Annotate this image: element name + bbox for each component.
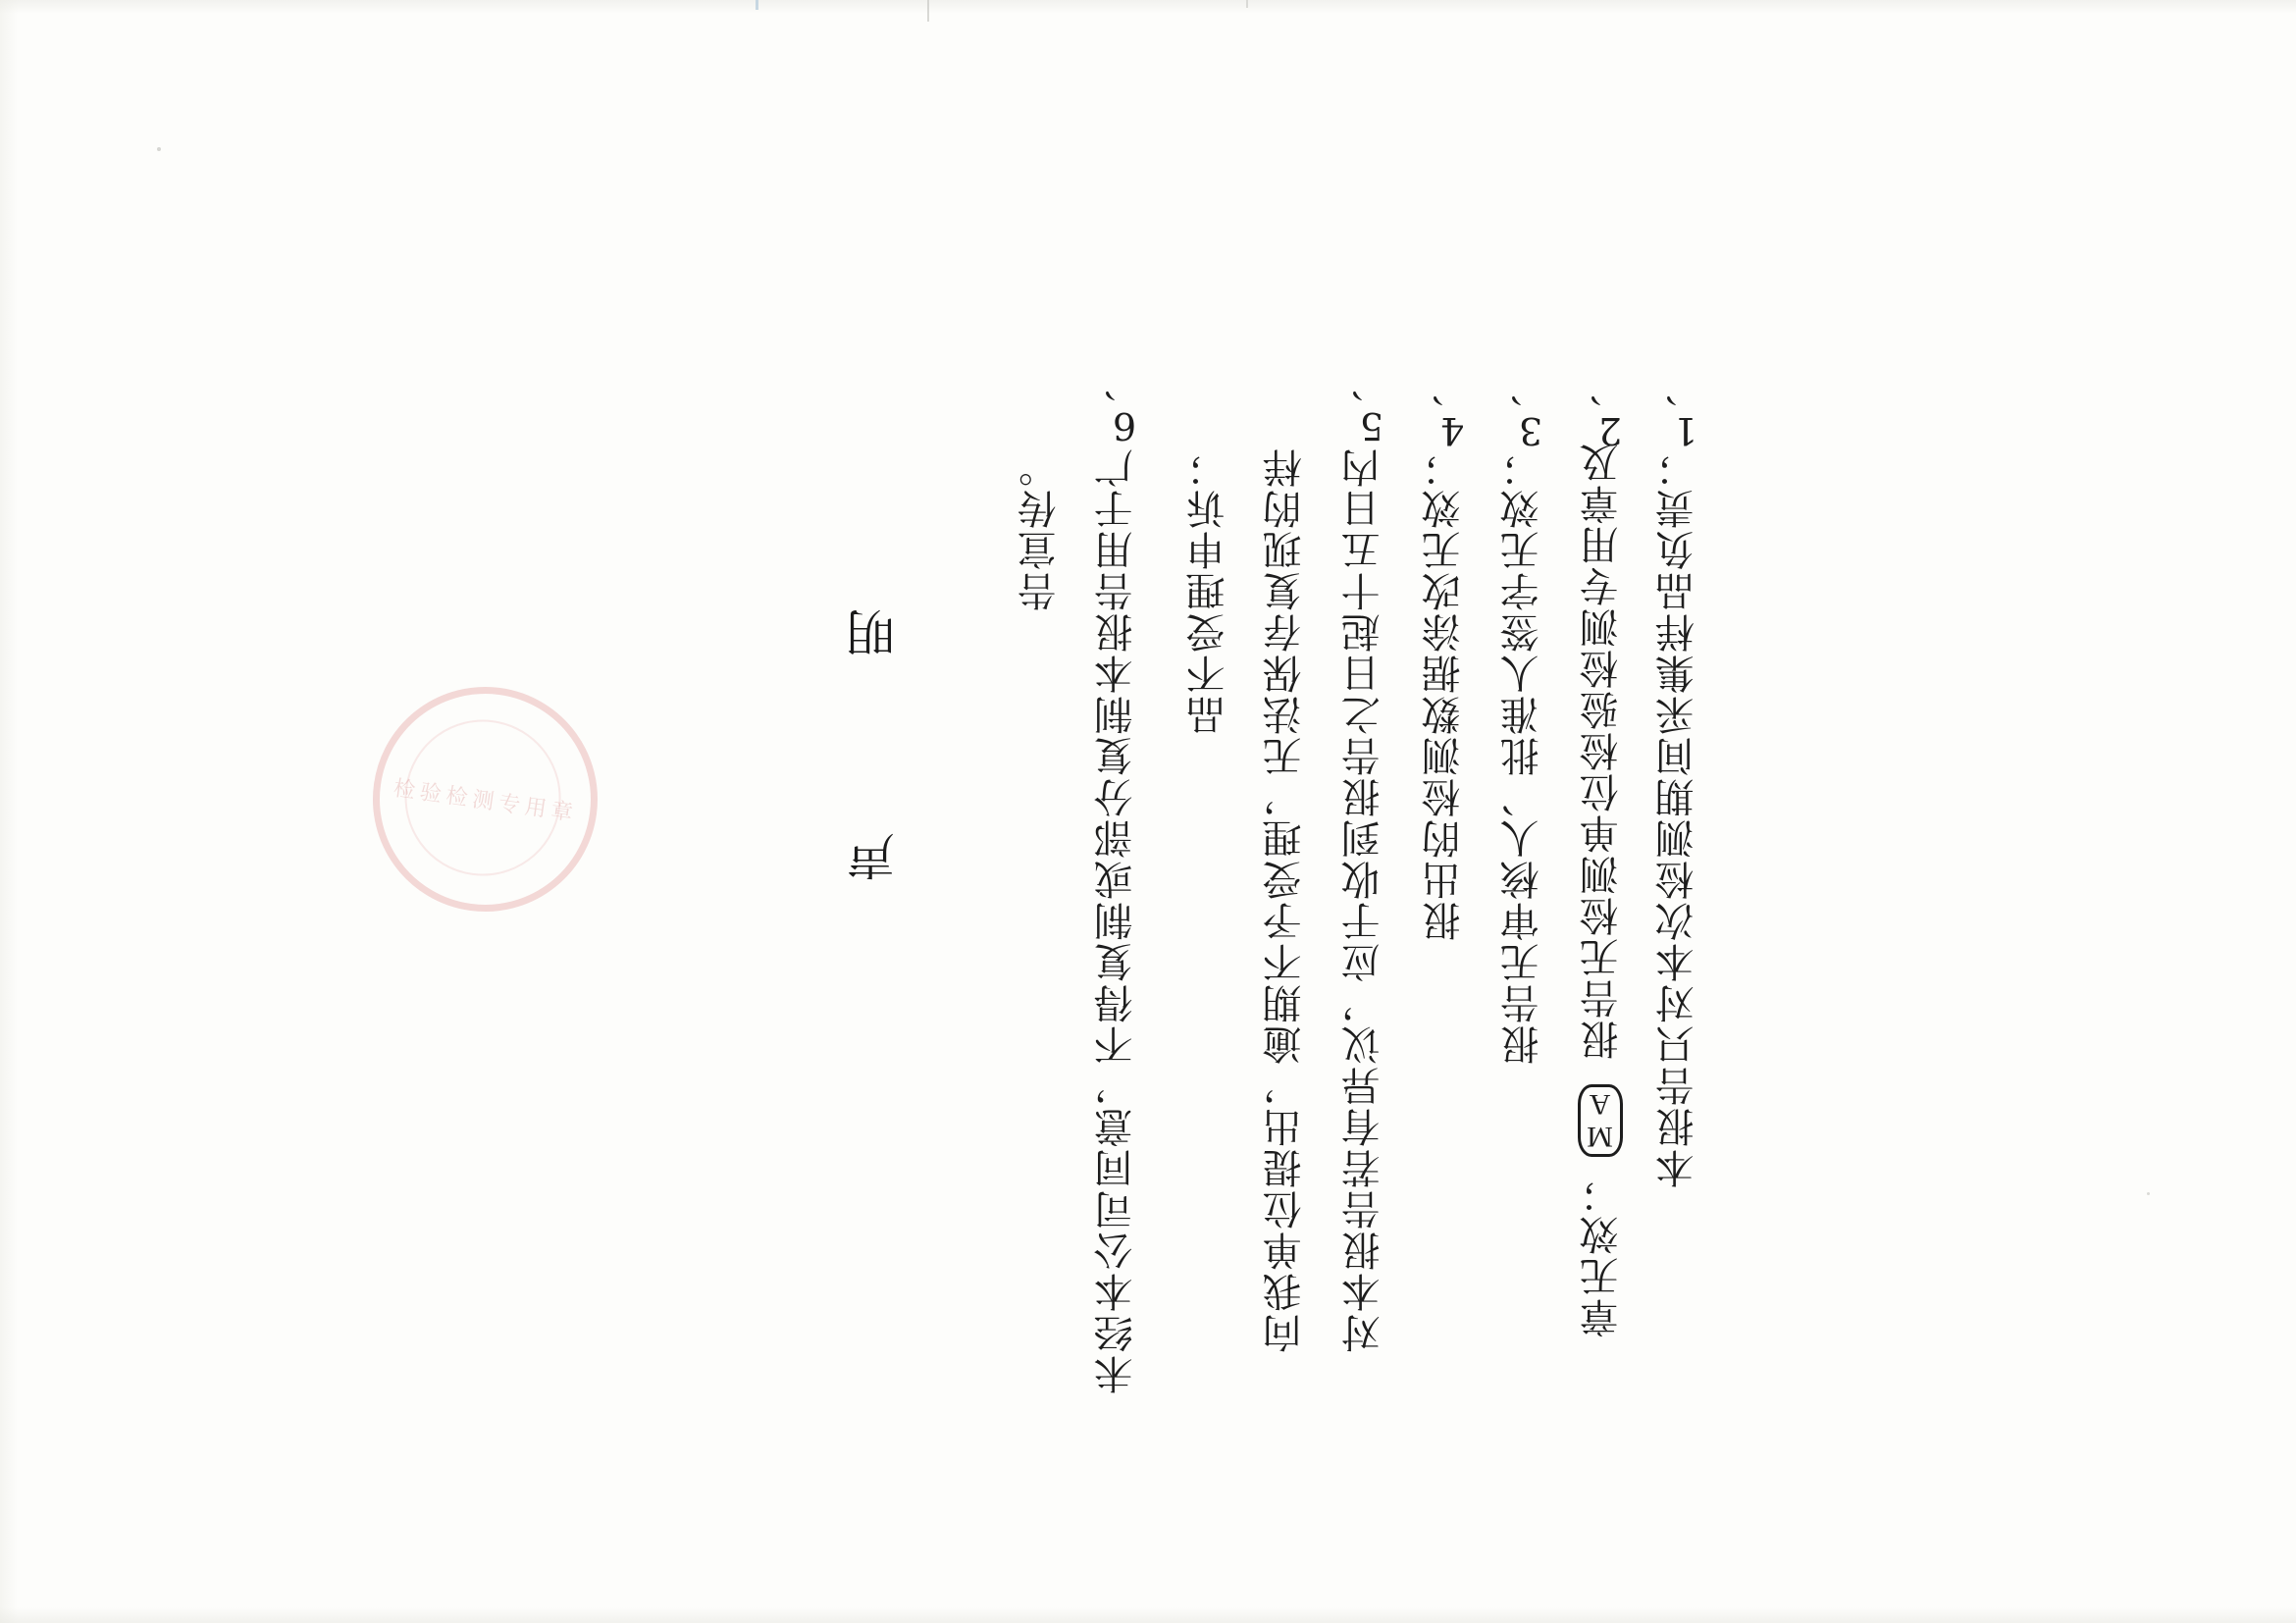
clause-6-number: 6、 — [1103, 363, 1146, 447]
clause-2-text-before-mark: 报告无检测单位检验检测专用章及 — [1580, 442, 1625, 1060]
seal-text: 检验检测专用章 — [391, 775, 579, 827]
clause-1-number: 1、 — [1664, 368, 1707, 452]
clause-3-number: 3、 — [1509, 368, 1552, 452]
clause-5-number: 5、 — [1350, 363, 1393, 447]
ma-mark — [1578, 1084, 1623, 1157]
clause-1-text: 本报告只对本次检测期间采集样品负责； — [1655, 446, 1700, 1188]
clause-5-line-2: 向我单位提出，逾期不予受理，无法保存复现的样 — [1263, 446, 1308, 1353]
clause-2-number: 2、 — [1589, 368, 1632, 452]
clause-5-line-1: 对本报告若有异议，应于收到报告之日起十五日内 — [1341, 446, 1386, 1353]
ma-badge-label: MA — [1578, 1084, 1623, 1157]
clause-4-number: 4、 — [1431, 368, 1474, 452]
page-title: 声 明 — [846, 550, 903, 881]
clause-6-line-2: 告宣传。 — [1018, 446, 1063, 611]
clause-5-line-3: 品不受理申诉； — [1186, 446, 1231, 735]
clause-3-text: 报告无审核人、批准人签字无效； — [1500, 446, 1545, 1065]
clause-4-text: 报出的检测数据涂改无效； — [1422, 446, 1467, 941]
clause-6-line-1: 未经本公司同意，不得复制或部分复制本报告用于广 — [1094, 446, 1139, 1394]
clause-2-text-after-mark: 章无效； — [1580, 1173, 1625, 1337]
